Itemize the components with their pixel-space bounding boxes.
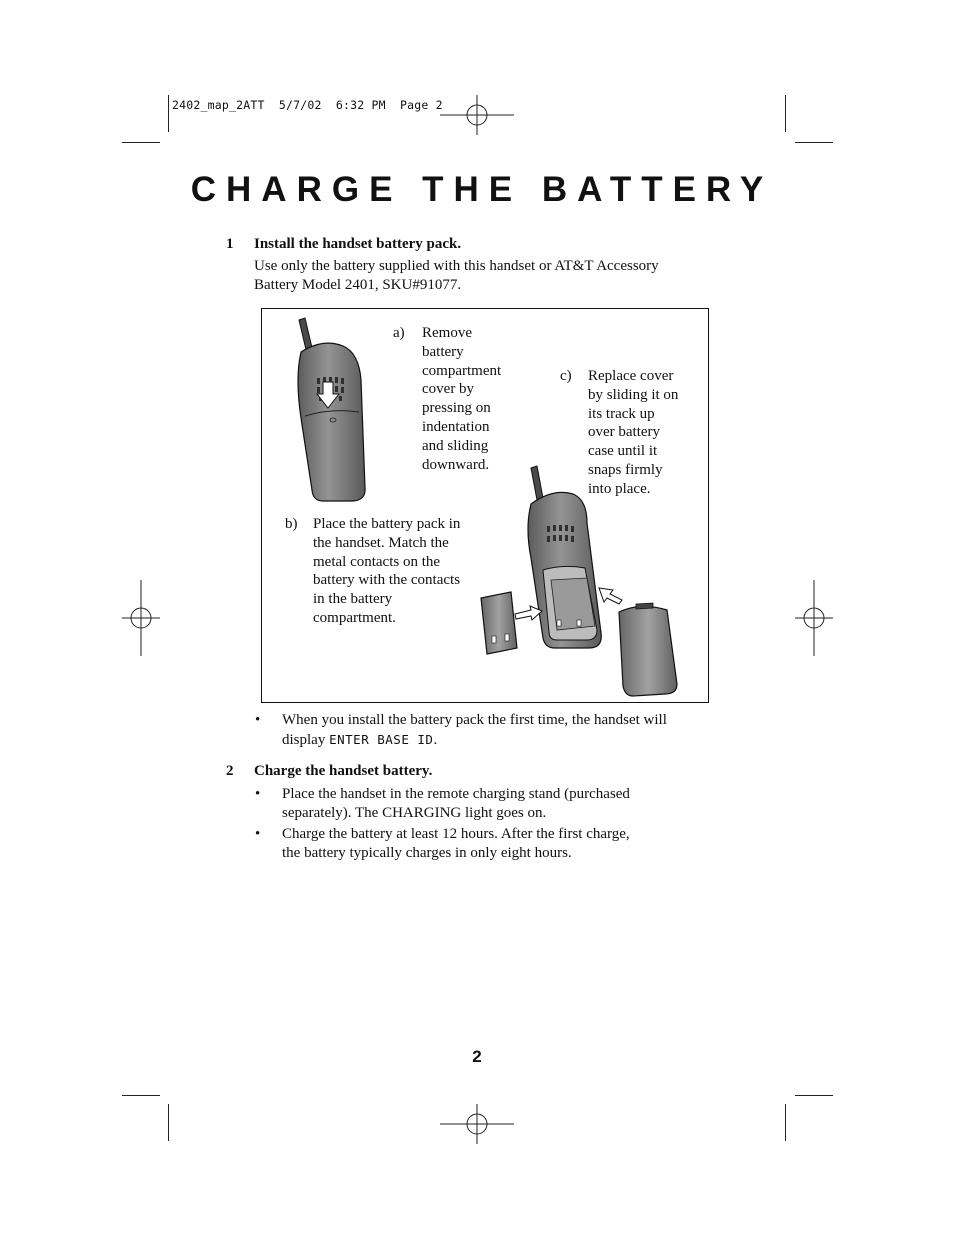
- step-1-body: Use only the battery supplied with this handset or AT&T Accessory Battery Model 2401, SKU#91077.: [254, 258, 659, 293]
- handset-a-icon: [298, 318, 365, 501]
- arrow-up-left-icon: [599, 588, 622, 604]
- caption-b: b) Place the battery pack in the handset. Match the metal contacts on the battery with the contacts in the battery compartment.: [285, 516, 461, 626]
- step-2-heading: Charge the handset battery.: [254, 763, 433, 779]
- step-2-number: 2: [226, 763, 234, 779]
- caption-c: c) Replace cover by sliding it on its track up over battery case until it snaps firmly into place.: [560, 368, 679, 497]
- step-1-number: 1: [226, 236, 234, 252]
- print-slug: 2402_map_2ATT 5/7/02 6:32 PM Page 2: [172, 98, 443, 112]
- caption-a: a) Remove battery compartment cover by pressing on indentation and sliding downward.: [393, 325, 502, 473]
- step-1-heading: Install the handset battery pack.: [254, 236, 462, 252]
- step-2-bullet-1: • Place the handset in the remote charging stand (purchased separately). The CHARGING light goes on.: [255, 786, 630, 821]
- display-readout: ENTER BASE ID: [329, 732, 434, 747]
- page-title: CHARGE THE BATTERY: [190, 170, 774, 209]
- step-2-bullet-2: • Charge the battery at least 12 hours. After the first charge, the battery typically charges in only eight hours.: [255, 826, 630, 861]
- battery-cover-icon: [619, 603, 677, 696]
- step-1-note: • When you install the battery pack the first time, the handset will display ENTER BASE ID.: [255, 712, 667, 748]
- page-number: 2: [472, 1047, 482, 1066]
